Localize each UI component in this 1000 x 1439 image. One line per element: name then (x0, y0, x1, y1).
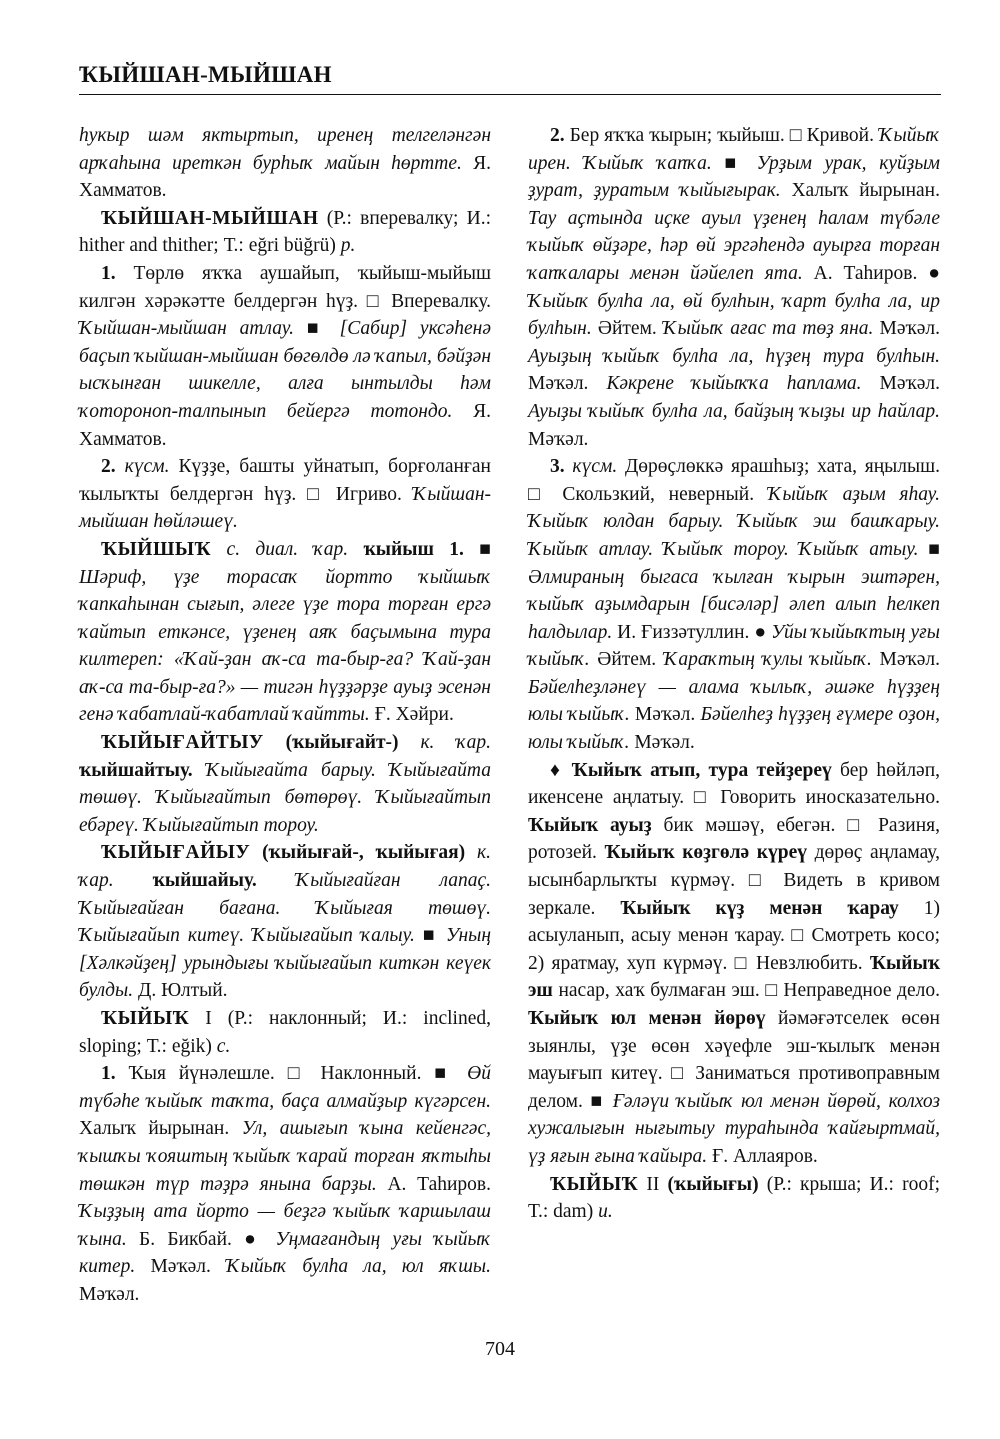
entry-text: Әйтем. (589, 649, 664, 671)
entry-text: [Сабир] уксәhенә баҫып ҡыйшан-мыйшан бөгөлдө лә ҡапыл, бәйҙән ысҡынған шикелле, алға ынтылды һәм ҡотороноп-талпынып бейергә тотондо. (79, 318, 492, 422)
entry-text: Ҡыйыҡ күҙ менән ҡарау (620, 897, 899, 919)
headword: ҠЫЙЫҒАЙЫУ (101, 842, 251, 864)
entry-text: Өй түбәhе ҡыйыҡ таҡта, баҫа алмайҙыр күгәрсен. (79, 1063, 491, 1112)
entry-text: Ҡыйыҡ аҙым яһау. Ҡыйыҡ юлдан барыу. Ҡыйыҡ эш башҡарыу. Ҡыйыҡ атлау. Ҡыйыҡ тороу. Ҡыйыҡ атыу. (528, 483, 940, 560)
entry-text: 1) асыуланып, асыу менән ҡарау. □ Смотреть косо; 2) яратмау, хуп күрмәү. □ Невзлюбить. (528, 897, 940, 974)
entry-text: с. (216, 1035, 231, 1057)
entry-text: Бер яҡҡа ҡырын; ҡыйыш. □ Кривой. (564, 125, 879, 146)
entry-text: Дөрөҫлөккә ярашһыҙ; хата, яңылыш. □ Скользкий, неверный. (528, 456, 940, 505)
entry-text: ҡыйыш 1. (363, 538, 464, 560)
entry-text: с. диал. ҡар. (226, 538, 349, 560)
headword: ҠЫЙЫҒАЙТЫУ (101, 732, 264, 754)
entry-text: II (638, 1173, 668, 1195)
entry-text: Ҡыйыҡ булһа ла, юл яҡшы. (226, 1256, 492, 1278)
entry-text: 1. (101, 1063, 116, 1085)
entry-text (116, 456, 125, 477)
dictionary-paragraph (79, 205, 491, 260)
entry-text: дөрөҫ аңламау, ысынбарлыҡты күрмәү. □ Видеть в кривом зеркале. (528, 842, 940, 919)
entry-text: (ҡыйығайт-) (263, 732, 421, 754)
dictionary-paragraph (79, 1060, 491, 1308)
entry-text: Ҡыйыҡ эш (528, 952, 940, 1002)
entry-text (211, 539, 226, 560)
right-column (528, 122, 940, 1226)
entry-text: Мәҡәл. (79, 1283, 140, 1305)
entry-text: Кәкрене ҡыйыҡҡа һаплама. (606, 373, 862, 395)
entry-text: и. (598, 1201, 613, 1223)
dictionary-paragraph (528, 1171, 940, 1226)
entry-text: Халыҡ йырынан. (780, 180, 940, 202)
entry-text: Күҙҙе, башты уйнатып, борғоланған ҡылыҡты белдергән һүҙ. □ Игриво. (79, 456, 491, 505)
entry-text: Урҙым урак, куйҙым ҙурат, ҙуратым ҡыйығырак. (528, 152, 940, 202)
entry-text: Мәҡәл. (528, 428, 589, 450)
entry-text: (Р.: крыша; И.: roof; Т.: dam) (528, 1173, 940, 1223)
entry-text: к. ҡар. (79, 842, 491, 892)
page-number: 704 (485, 1338, 515, 1360)
headword: ҠЫЙЫҠ (101, 1008, 190, 1029)
entry-text: 3. (550, 456, 565, 478)
entry-text: Ҡыйыҡ атып, тура тейҙереү (571, 759, 832, 781)
entry-text: р. (340, 235, 356, 257)
entry-text: И. Ғиззәтуллин. ● (612, 621, 772, 643)
entry-text: hукыр шәм яктыртып, иренең телгеләнгән арҡаһына иреткән бурһыҡ майын һөртте. (79, 125, 491, 174)
entry-text (348, 539, 363, 560)
headword: ҠЫЙШЫҠ (101, 538, 212, 560)
dictionary-paragraph (528, 453, 940, 757)
entry-text: Тау аҫтында иҫке ауыл үҙенең hалам түбәле ҡыйыҡ өйҙәре, һәр өй эргәhендә ауырға торған ҡапҡалары менән йәйелеп ята. (528, 207, 940, 284)
entry-text: Уның [Хәлкәйҙең] урындығы ҡыйығайып киткән кеүек булды. (79, 925, 492, 1002)
headword: ҠЫЙШАН-МЫЙШАН (101, 207, 319, 229)
entry-text: Ғ. Аллаяров. (707, 1145, 818, 1167)
entry-text: Ҡыҙҙың ата йорто — беҙгә ҡыйыҡ ҡаршылаш ҡына. (79, 1201, 491, 1250)
entry-text: к. ҡар. (420, 732, 491, 754)
entry-text: Ҡыйыҡ ауыҙ (528, 814, 652, 836)
entry-text (114, 870, 153, 891)
entry-text: Ҡыйыҡ көҙгөлә күреү (604, 842, 808, 864)
entry-text: Уңмағандың уғы ҡыйыҡ китер. (79, 1228, 491, 1278)
dictionary-paragraph (528, 757, 940, 1171)
left-column (79, 122, 491, 1309)
entry-text: Ҡыйыҡ ирен. Ҡыйыҡ ҡапҡа. (528, 125, 940, 174)
entry-text: (Р.: вперевалку; И.: hither and thither; Т.: eğri büğrü) (79, 207, 491, 257)
entry-text: ■ (463, 538, 492, 560)
entry-text (257, 870, 296, 891)
entry-text: Ҡыйшан-мыйшан атлау. (79, 318, 295, 340)
entry-text: бик мәшәү, ебегән. □ Разиня, ротозей. (528, 814, 940, 864)
dictionary-paragraph (79, 536, 491, 729)
entry-text: Бәйелһеҙләнеү — алама ҡылыҡ, әшәке һүҙҙең юлы ҡыйыҡ. (528, 676, 940, 726)
entry-text: Мәҡәл. (629, 704, 701, 726)
entry-text: Шәриф, үҙе торасаҡ йортто ҡыйшыҡ ҡапкаһынан сығып, әлеге үҙе тора торған ергә ҡайтып еткәнсе, үҙенең аяҡ баҫымына тура килтереп: «Ҡай-ҙан аҡ-са та-быр-ға? Ҡай-ҙан аҡ-са та-быр-ға?» — тигән һүҙҙәрҙе ауыҙ эсенән генә ҡабатлай-ҡабатлай ҡайтты. (79, 566, 491, 726)
dictionary-paragraph (79, 453, 491, 536)
dictionary-paragraph (79, 260, 491, 453)
dictionary-paragraph (528, 122, 940, 453)
entry-text: Әйтем. (591, 318, 663, 340)
entry-text: Д. Юлтый. (133, 980, 228, 1002)
entry-text: Ҡыя йүнәлешле. □ Наклонный. ■ (115, 1063, 468, 1085)
dictionary-paragraph (79, 1005, 491, 1060)
entry-text: Ҡыйыҡ булһа ла, өй булһын, ҡарт булһа ла, ир булһын. (528, 290, 940, 340)
dictionary-paragraph (79, 729, 491, 839)
entry-text: Ғәләүи ҡыйыҡ юл менән йөрөй, колхоз хужалығын нығытыу тураһында ҡайғыртмай, үҙ яғын ғына ҡайыра. (528, 1090, 940, 1167)
entry-text: (ҡыйығай-, ҡыйығая) (250, 842, 477, 864)
entry-text: 1. (101, 262, 116, 284)
entry-text: Ҡыйшан-мыйшан һөйләшеү. (79, 483, 491, 533)
entry-text: Ауыҙы ҡыйыҡ булһа ла, байҙың ҡыҙы ир һайлар. (528, 400, 940, 422)
entry-text: (ҡыйығы) (667, 1173, 759, 1195)
entry-text: I (Р.: наклонный; И.: inclined, sloping; Т.: eğik) (79, 1008, 491, 1057)
entry-text: ■ (414, 925, 446, 947)
entry-text: бер һөйләп, икенсене аңлатыу. □ Говорить иносказательно. (528, 759, 941, 809)
entry-text: Ҡыйығайта барыу. Ҡыйығайта төшөү. Ҡыйығайтып бөтөрөү. Ҡыйығайтып ебәреү. Ҡыйығайтып тороу. (79, 759, 492, 836)
entry-text: А. Таһиров. ● (802, 262, 940, 284)
entry-text: Мәҡәл. (135, 1256, 227, 1278)
entry-text: насар, хаҡ булмаған эш. □ Неправедное дело. (552, 980, 940, 1002)
entry-text: Ҡыйыҡ ағас та төҙ яна. (662, 318, 874, 340)
entry-text: Бәйелһеҙ һүҙҙең ғүмере оҙон, юлы ҡыйыҡ. (528, 704, 941, 754)
dictionary-paragraph (79, 122, 491, 205)
entry-text: Уйы ҡыйыҡтың уғы ҡыйыҡ. (528, 621, 941, 671)
entry-text (193, 760, 206, 781)
entry-text: Ул, ашығып ҡына кейенгәс, ҡышҡы ҡояштың ҡыйыҡ ҡарай торған яҡтыһы төшкән түр тәҙрә янына барҙы. (79, 1118, 491, 1195)
entry-text: Ҡыйығайған лапаҫ. Ҡыйығайған бағана. Ҡыйығая төшөү. Ҡыйығайып китеү. Ҡыйығайып ҡалыу. (79, 870, 491, 947)
entry-text: йәмәғәтселек өсөн зыянлы, үҙе өсөн хәүефле эш-ҡылыҡ менән мауығып китеү. □ Заниматься противоправным делом. ■ (528, 1008, 940, 1112)
entry-text: 2. (550, 125, 565, 146)
entry-text: Ауыҙың ҡыйыҡ булһа ла, һүҙең тура булһын. (528, 345, 940, 367)
entry-text: Мәҡәл. (528, 373, 607, 395)
entry-text: Я. Хамматов. (79, 152, 491, 202)
dictionary-paragraph (79, 839, 491, 1005)
entry-text: Мәҡәл. (873, 318, 940, 340)
entry-text: ♦ (550, 759, 572, 781)
entry-text: күсм. (572, 456, 618, 478)
entry-text: ■ (918, 538, 941, 560)
entry-text: ■ (711, 152, 757, 174)
entry-text: Төрлө яҡҡа аушайып, ҡыйыш-мыйыш килгән хәрәкәтте белдергән һүҙ. □ Вперевалку. (79, 262, 491, 312)
entry-text: ҡыйшайыу. (152, 870, 257, 892)
entry-text: Мәҡәл. (871, 649, 940, 671)
entry-text: Ҡараҡтың ҡулы ҡыйыҡ. (663, 649, 872, 671)
entry-text: Мәҡәл. (861, 373, 940, 395)
headword: ҠЫЙЫҠ (550, 1173, 639, 1195)
entry-text: ҡыйшайтыу. (79, 759, 193, 781)
entry-text: Я. Хамматов. (79, 400, 491, 450)
entry-text: Мәҡәл. (629, 732, 695, 754)
entry-text: ■ (294, 318, 340, 340)
entry-text: Ҡыйыҡ юл менән йөрөү (528, 1008, 766, 1029)
entry-text: 2. (101, 456, 116, 478)
running-header: ҠЫЙШАН-МЫЙШАН (79, 62, 332, 87)
header-rule (79, 94, 941, 95)
entry-text: күсм. (124, 456, 170, 478)
entry-text: А. Таһиров. (376, 1173, 492, 1195)
entry-text: Әлмираның быгаса ҡылған ҡырын эштәрен, ҡыйыҡ аҙымдарын [бисәләр] әлеп алып һелкеп һалдылар. (528, 566, 940, 643)
entry-text: Халыҡ йырынан. (79, 1118, 242, 1140)
entry-text: Ғ. Хәйри. (369, 704, 454, 726)
entry-text: Б. Бикбай. ● (126, 1228, 276, 1250)
